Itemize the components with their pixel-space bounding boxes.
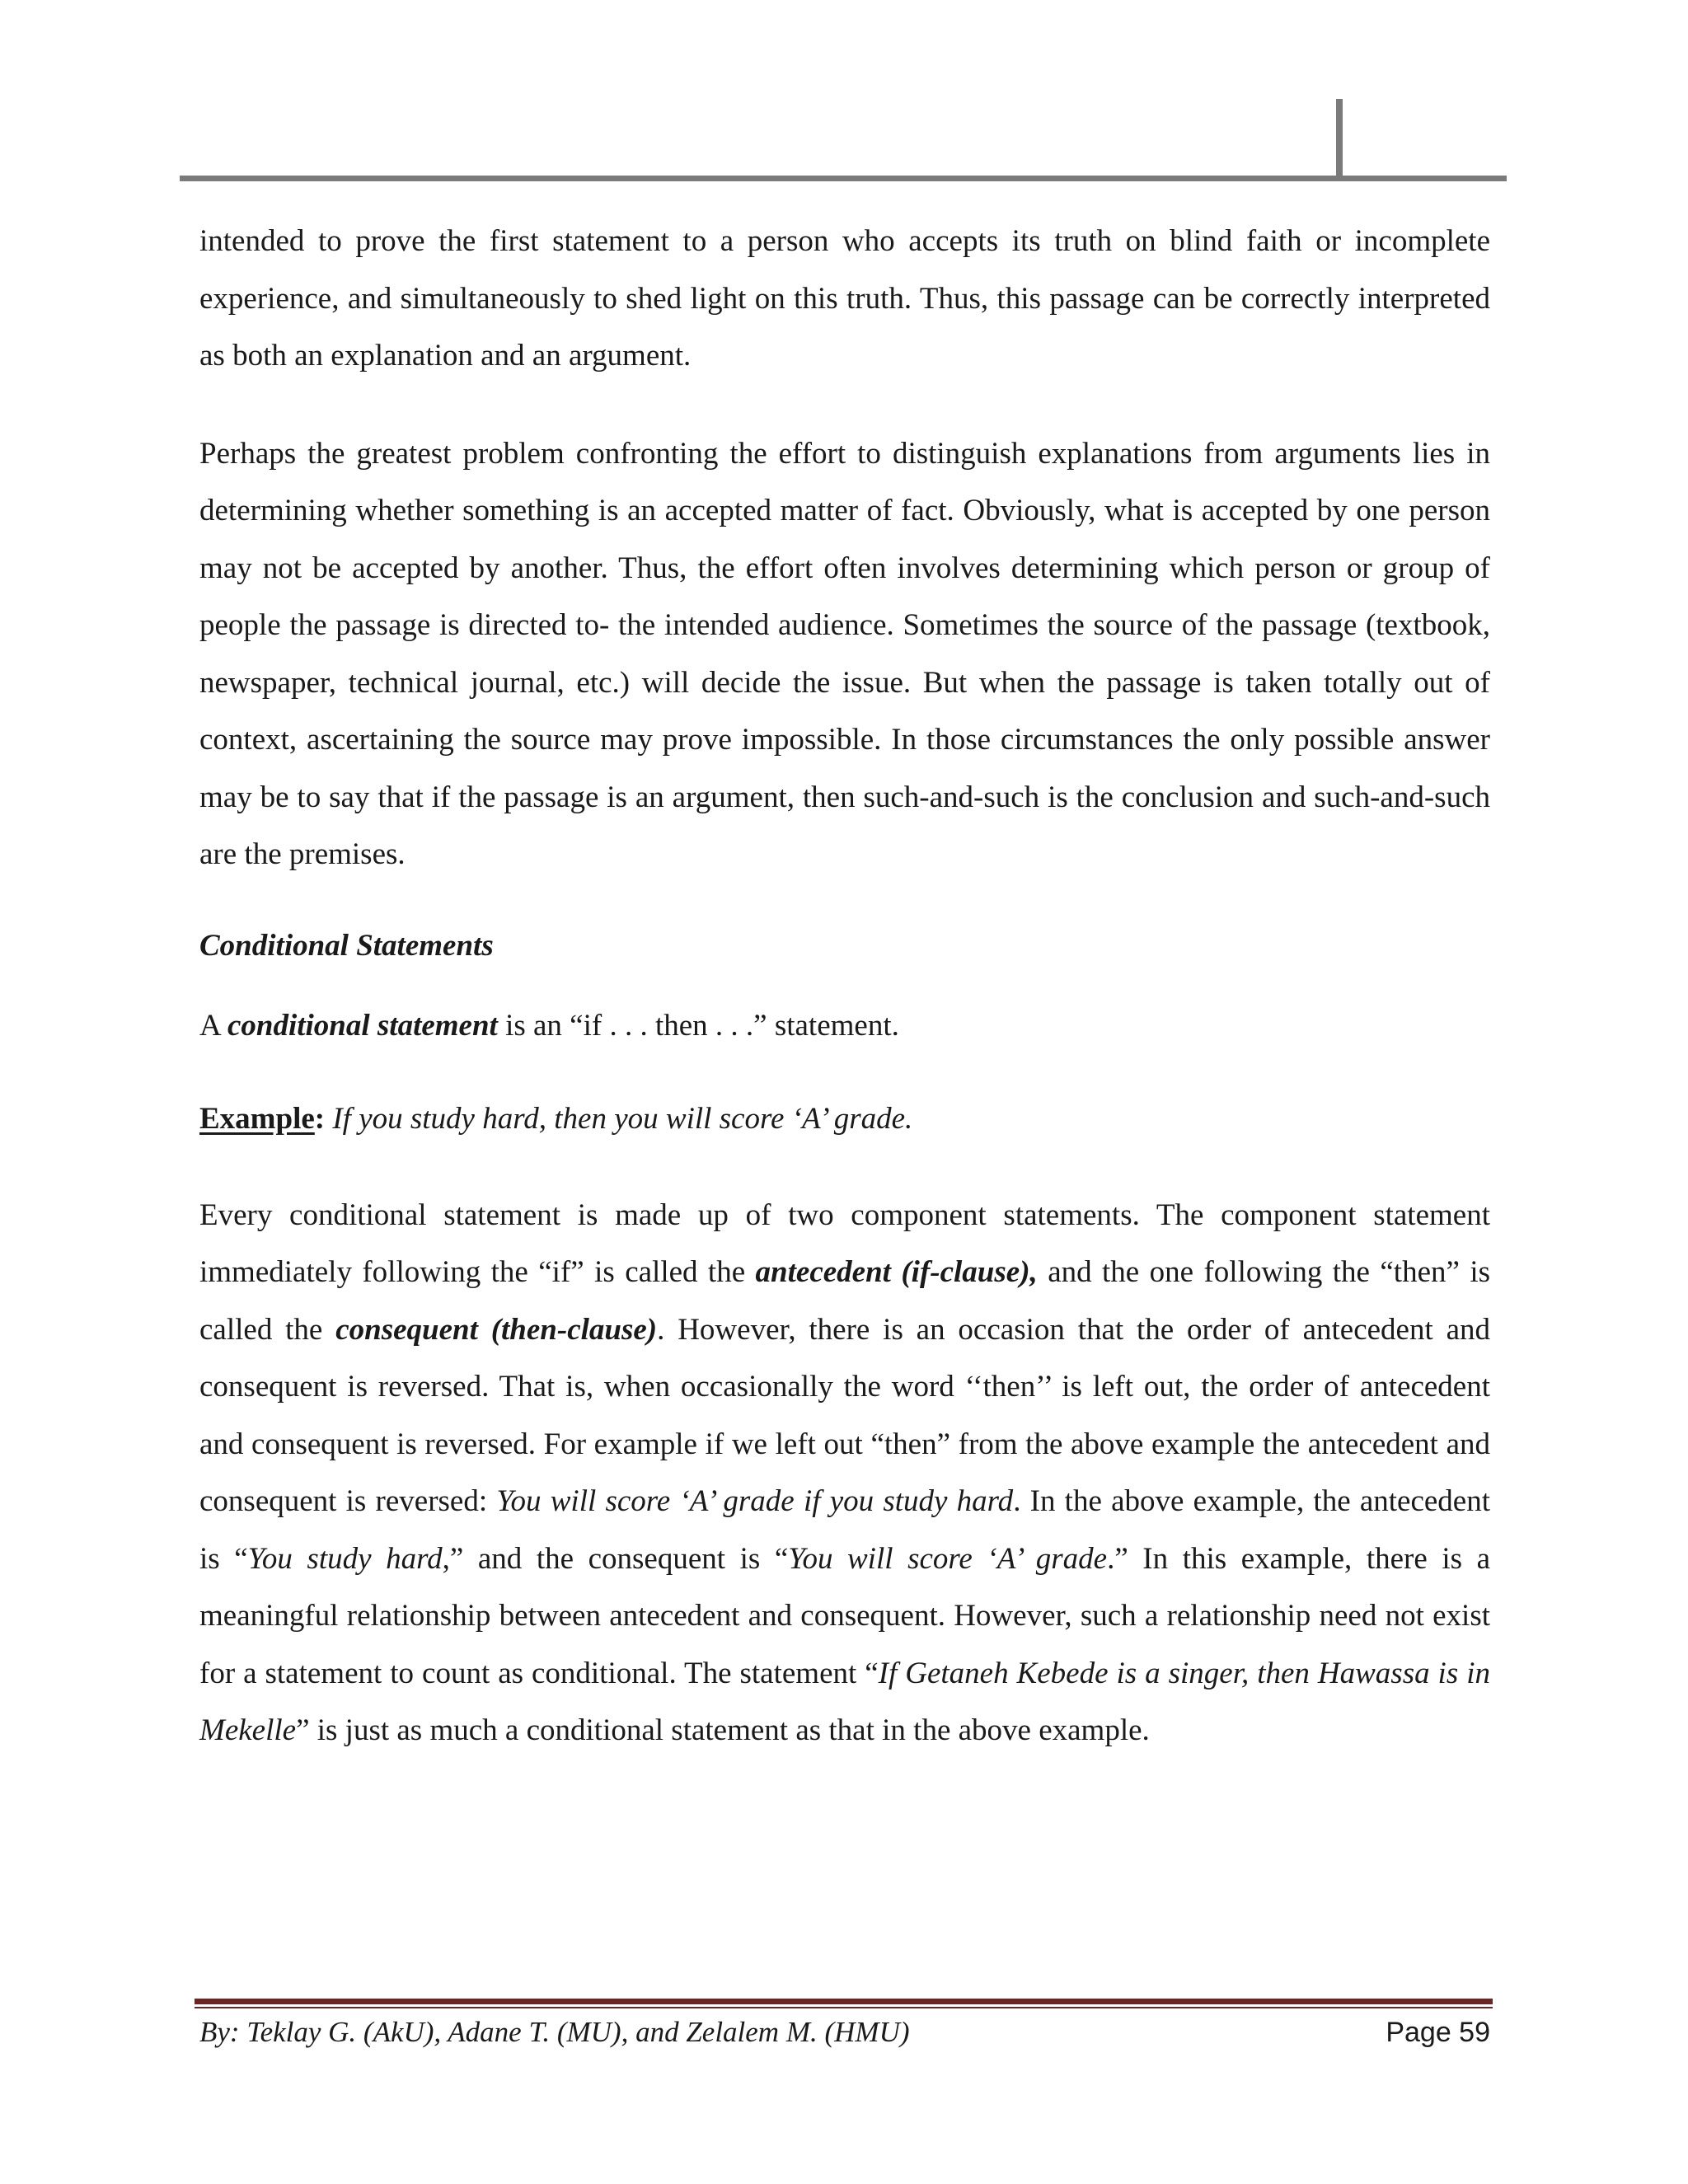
example-colon: : [314, 1101, 326, 1136]
body-segment-1: Every conditional statement is made up of two component statements. The component statement immediately following the “if” is called the [199, 1197, 1490, 1289]
header-divider-tick [1336, 99, 1343, 180]
footer-authors: By: Teklay G. (AkU), Adane T. (MU), and Zelalem M. (HMU) [199, 2016, 910, 2048]
body-segment-2: and the one following the “then” is called the [199, 1255, 1490, 1347]
nonsense-example: If Getaneh Kebede is a singer, then Hawassa is in Mekelle [199, 1656, 1490, 1747]
antecedent-example: You study hard [247, 1541, 443, 1576]
definition-suffix: is an “if . . . then . . .” statement. [497, 1008, 899, 1043]
header-rule [180, 176, 1507, 181]
body-segment-5: ,” and the consequent is “ [442, 1541, 789, 1576]
section-heading: Conditional Statements [199, 928, 494, 963]
definition-line [199, 1001, 1490, 1051]
antecedent-term: antecedent (if-clause), [755, 1255, 1038, 1289]
footer-rule [195, 1999, 1493, 2004]
consequent-example: You will score ‘A’ grade [788, 1541, 1108, 1576]
paragraph-components [199, 1187, 1490, 1760]
body-segment-3: . However, there is an occasion that the order of antecedent and consequent is reversed. That is, when occasionally the word ‘‘then’’ is left out, the order of antecedent and consequent is reversed. For example if we left out “then” from the above example the antecedent and consequent is reversed: [199, 1312, 1490, 1518]
footer-rule-thin [195, 2007, 1493, 2008]
body-segment-6: .” In this example, there is a meaningful relationship between antecedent and consequent. However, such a relationship need not exist for a statement to count as conditional. The statement “ [199, 1541, 1491, 1690]
paragraph-accepted-fact: Perhaps the greatest problem confronting the effort to distinguish explanations from arguments lies in determining whether something is an accepted matter of fact. Obviously, what is accepted by one person may not be accepted by another. Thus, the effort often involves determining which person or group of people the passage is directed to- the intended audience. Sometimes the source of the passage (textbook, newspaper, technical journal, etc.) will decide the issue. But when the passage is taken totally out of context, ascertaining the source may prove impossible. In those circumstances the only possible answer may be to say that if the passage is an argument, then such-and-such is the conclusion and such-and-such are the premises. [199, 436, 1490, 871]
body-segment-4: . In the above example, the antecedent is “ [199, 1484, 1491, 1576]
page-body [199, 213, 1490, 1760]
consequent-term: consequent (then-clause) [335, 1312, 658, 1347]
page-number: Page 59 [1386, 2017, 1490, 2048]
paragraph-explanation-argument: intended to prove the first statement to a person who accepts its truth on blind faith or incomplete experience, and simultaneously to shed light on this truth. Thus, this passage can be correctly interpreted as both an explanation and an argument. [199, 224, 1490, 373]
definition-prefix: A [199, 1008, 227, 1043]
reversed-example: You will score ‘A’ grade if you study hard [496, 1484, 1014, 1518]
example-line [199, 1094, 1490, 1144]
example-text: If you study hard, then you will score ‘A’ grade. [325, 1101, 913, 1136]
definition-term: conditional statement [227, 1008, 498, 1043]
example-label: Example [199, 1101, 315, 1136]
body-segment-7: ” is just as much a conditional statement as that in the above example. [296, 1713, 1150, 1747]
